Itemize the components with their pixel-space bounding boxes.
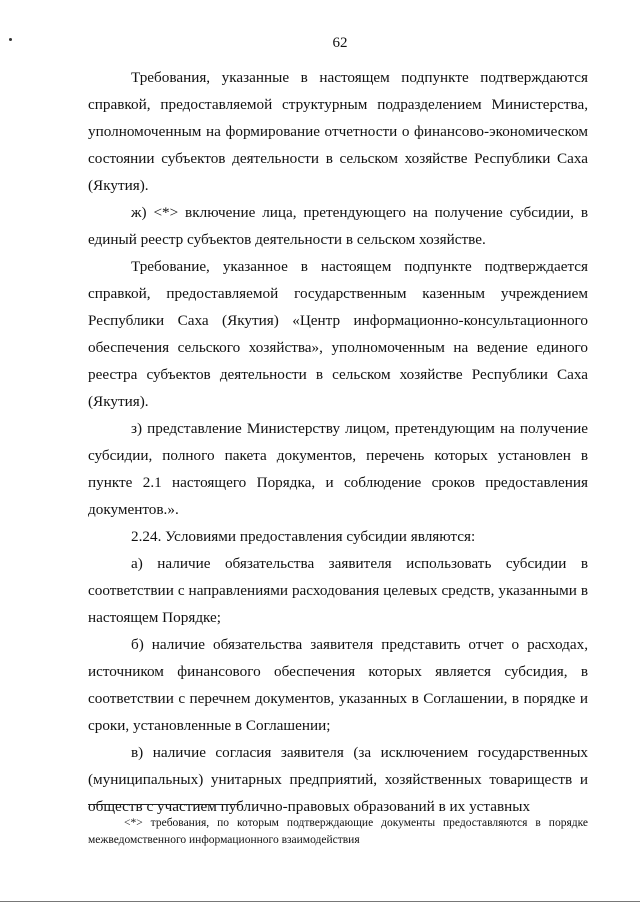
footnote-separator: [88, 804, 240, 805]
paragraph-item-a: а) наличие обязательства заявителя использовать субсидии в соответствии с направлениями расходования целевых средств, указанными в настоящем Порядке;: [88, 555, 588, 626]
paragraph-requirements-note-2: Требование, указанное в настоящем подпункте подтверждается справкой, предоставляемой государственным казенным учреждением Республики Саха (Якутия) «Центр информационно-консультационного обеспечения сельского хозяйства», уполномоченным на ведение единого реестра субъектов деятельности в сельском хозяйстве Республики Саха (Якутия).: [88, 258, 588, 410]
paragraph-section-2-24: 2.24. Условиями предоставления субсидии являются:: [131, 528, 476, 545]
document-body: [88, 64, 588, 820]
paragraph-item-v: в) наличие согласия заявителя (за исключением государственных (муниципальных) унитарных предприятий, хозяйственных товариществ и обществ с участием публично-правовых образований в их уставных: [88, 744, 588, 815]
paragraph-item-z: з) представление Министерству лицом, претендующим на получение субсидии, полного пакета документов, перечень которых установлен в пункте 2.1 настоящего Порядка, и соблюдение сроков предоставления документов.».: [88, 420, 588, 518]
footnote: <*> требования, по которым подтверждающие документы предоставляются в порядке межведомственного информационного взаимодействия: [88, 817, 588, 846]
paragraph-item-zh: ж) <*> включение лица, претендующего на получение субсидии, в единый реестр субъектов деятельности в сельском хозяйстве.: [88, 204, 588, 248]
page-bottom-edge: [0, 901, 640, 902]
page-number: 62: [332, 35, 348, 51]
paragraph-requirements-note-1: Требования, указанные в настоящем подпункте подтверждаются справкой, предоставляемой структурным подразделением Министерства, уполномоченным на формирование отчетности о финансово-экономическом состоянии субъектов деятельности в сельском хозяйстве Республики Саха (Якутия).: [88, 69, 588, 194]
paragraph-item-b: б) наличие обязательства заявителя представить отчет о расходах, источником финансового обеспечения которых является субсидия, в соответствии с перечнем документов, указанных в Соглашении, в порядке и сроки, установленные в Соглашении;: [88, 636, 588, 734]
